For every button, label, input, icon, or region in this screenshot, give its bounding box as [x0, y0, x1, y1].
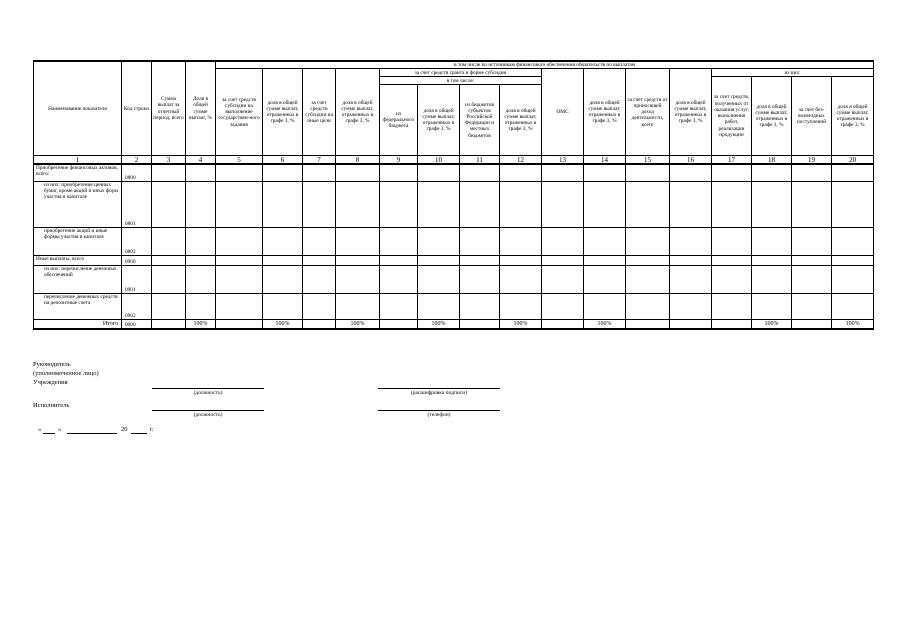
header-line-code: Код строки — [122, 61, 152, 156]
data-cell — [584, 164, 626, 181]
column-number: 20 — [832, 156, 874, 165]
data-cell — [712, 227, 752, 255]
column-number: 15 — [626, 156, 670, 165]
row-code: 0801 — [122, 181, 152, 227]
year-prefix: 20 — [121, 426, 128, 433]
row-label: Иные выплаты, всего — [34, 255, 122, 265]
data-cell — [418, 265, 460, 293]
header-col14: доля в общей сумме выплат, отраженных в графе 3, % — [584, 69, 626, 156]
total-share-10: 100% — [418, 319, 460, 329]
data-cell — [303, 181, 336, 227]
data-cell — [832, 164, 874, 181]
data-cell — [186, 255, 216, 265]
data-cell — [500, 265, 542, 293]
data-cell — [832, 227, 874, 255]
data-cell — [542, 319, 584, 329]
row-label: Приобретение финансовых активов, всего: — [34, 164, 122, 181]
data-cell — [542, 255, 584, 265]
data-cell — [712, 255, 752, 265]
header-col5: за счет средств субсидии на выполнение государствен-ного задания — [216, 69, 263, 156]
row-code: 0900 — [122, 255, 152, 265]
data-cell — [216, 164, 263, 181]
data-cell — [263, 255, 303, 265]
total-share-20: 100% — [832, 319, 874, 329]
data-cell — [832, 265, 874, 293]
header-col10: доля в общей сумме выплат, отраженных в графе 3, % — [418, 85, 460, 156]
data-cell — [460, 164, 500, 181]
data-cell — [380, 265, 418, 293]
header-col19: за счет без-возмездных поступлений — [792, 77, 832, 156]
data-cell — [152, 181, 186, 227]
date-month-line[interactable] — [67, 433, 117, 434]
data-cell — [712, 181, 752, 227]
data-cell — [584, 255, 626, 265]
data-cell — [380, 227, 418, 255]
data-cell — [626, 293, 670, 319]
data-cell — [336, 164, 380, 181]
column-number: 2 — [122, 156, 152, 165]
date-quote-open: « — [38, 426, 42, 433]
data-cell — [152, 227, 186, 255]
data-cell — [626, 265, 670, 293]
data-cell — [500, 227, 542, 255]
header-col20: доля в общей сумме выплат, отраженных в графе 3, % — [832, 77, 874, 156]
table-row — [34, 164, 874, 181]
header-col11: из бюджетов субъектов Российской Федерации и местных бюджетов — [460, 85, 500, 156]
total-row — [34, 319, 874, 329]
data-cell — [584, 293, 626, 319]
data-cell — [380, 255, 418, 265]
data-cell — [792, 265, 832, 293]
data-cell — [792, 255, 832, 265]
data-cell — [832, 255, 874, 265]
table-row — [34, 293, 874, 319]
data-cell — [752, 227, 792, 255]
column-number: 18 — [752, 156, 792, 165]
total-label: Итого — [34, 319, 122, 329]
row-label: из них: перечисление денежных обеспечений — [34, 265, 122, 293]
data-cell — [460, 255, 500, 265]
data-cell — [626, 227, 670, 255]
column-number: 3 — [152, 156, 186, 165]
signature-caption: (расшифровка подписи) — [410, 390, 468, 396]
row-label: перечисление денежных средств на депозитные счета — [34, 293, 122, 319]
executor-position-line[interactable] — [152, 410, 264, 411]
column-number: 5 — [216, 156, 263, 165]
data-cell — [670, 181, 712, 227]
date-day-line[interactable] — [43, 433, 55, 434]
data-cell — [186, 227, 216, 255]
data-cell — [832, 181, 874, 227]
data-cell — [303, 293, 336, 319]
header-sum-total: Сумма выплат за отчетный период, всего — [152, 61, 186, 156]
data-cell — [542, 227, 584, 255]
header-col15: за счет средств от приносящей доход деятельности, всего — [626, 69, 670, 156]
data-cell — [418, 164, 460, 181]
total-share-12: 100% — [500, 319, 542, 329]
data-cell — [380, 319, 418, 329]
header-share-total: Доля в общей сумме выплат, % — [186, 61, 216, 156]
data-cell — [216, 227, 263, 255]
data-cell — [542, 164, 584, 181]
data-cell — [336, 255, 380, 265]
header-col17: за счет средств, полученных от оказания услуг, выполнения работ, реализации продукции — [712, 77, 752, 156]
column-number: 6 — [263, 156, 303, 165]
column-number: 14 — [584, 156, 626, 165]
column-number: 1 — [34, 156, 122, 165]
data-cell — [712, 319, 752, 329]
data-cell — [670, 227, 712, 255]
position-caption: (должность) — [193, 390, 223, 396]
data-cell — [418, 181, 460, 227]
data-cell — [152, 164, 186, 181]
total-code: 0000 — [122, 319, 152, 329]
header-col7: за счет средств субсидии на иные цели — [303, 69, 336, 156]
position-line[interactable] — [152, 388, 264, 389]
data-cell — [792, 181, 832, 227]
data-cell — [336, 227, 380, 255]
executor-position-caption: (должность) — [193, 412, 223, 418]
column-number: 4 — [186, 156, 216, 165]
phone-caption: (телефон) — [427, 412, 451, 418]
column-number: 8 — [336, 156, 380, 165]
data-cell — [670, 293, 712, 319]
data-cell — [752, 265, 792, 293]
data-cell — [670, 265, 712, 293]
header-group-ofthem: из них: — [712, 69, 874, 77]
header-indicator: Наименование показателя — [34, 61, 122, 156]
data-cell — [670, 319, 712, 329]
data-cell — [336, 181, 380, 227]
data-cell — [626, 164, 670, 181]
data-cell — [792, 227, 832, 255]
data-cell — [216, 255, 263, 265]
table-row — [34, 265, 874, 293]
total-share-18: 100% — [752, 319, 792, 329]
data-cell — [303, 164, 336, 181]
data-cell — [418, 227, 460, 255]
row-code: 0901 — [122, 265, 152, 293]
row-label: приобретение акций и иные формы участия в капитале — [34, 227, 122, 255]
data-cell — [542, 181, 584, 227]
org-label: Учреждения — [33, 379, 68, 386]
column-number: 10 — [418, 156, 460, 165]
data-cell — [500, 255, 542, 265]
data-cell — [303, 227, 336, 255]
row-code: 0902 — [122, 293, 152, 319]
data-cell — [460, 293, 500, 319]
data-cell — [186, 164, 216, 181]
data-cell — [500, 181, 542, 227]
data-cell — [500, 164, 542, 181]
data-cell — [336, 293, 380, 319]
header-group-main: в том числе по источникам финансового обеспечения обязательств по выплатам — [216, 61, 874, 69]
total-share-6: 100% — [263, 319, 303, 329]
table-row — [34, 227, 874, 255]
data-cell — [216, 181, 263, 227]
data-cell — [712, 293, 752, 319]
data-cell — [303, 265, 336, 293]
total-share-14: 100% — [584, 319, 626, 329]
column-number: 9 — [380, 156, 418, 165]
row-code: 0802 — [122, 227, 152, 255]
data-cell — [336, 265, 380, 293]
signature-line[interactable] — [378, 388, 500, 389]
data-cell — [263, 265, 303, 293]
data-cell — [186, 181, 216, 227]
data-cell — [752, 164, 792, 181]
column-number: 17 — [712, 156, 752, 165]
header-col16: доля в общей сумме выплат, отраженных в графе 3, % — [670, 69, 712, 156]
report-table — [33, 60, 874, 330]
data-cell — [303, 319, 336, 329]
data-cell — [263, 164, 303, 181]
data-cell — [263, 181, 303, 227]
data-cell — [216, 265, 263, 293]
header-col9: из федерального бюджета — [380, 85, 418, 156]
column-number: 12 — [500, 156, 542, 165]
header-col6: доля в общей сумме выплат, отраженных в графе 3, % — [263, 69, 303, 156]
data-cell — [542, 265, 584, 293]
header-col12: доля в общей сумме выплат, отраженных в графе 3, % — [500, 85, 542, 156]
header-col13: ОМС — [542, 69, 584, 156]
data-cell — [186, 293, 216, 319]
data-cell — [626, 255, 670, 265]
executor-label: Исполнитель — [33, 402, 70, 409]
data-cell — [752, 181, 792, 227]
data-cell — [216, 319, 263, 329]
row-code: 0800 — [122, 164, 152, 181]
head-label: Руководитель — [33, 361, 71, 368]
data-cell — [380, 181, 418, 227]
data-cell — [792, 293, 832, 319]
data-cell — [752, 293, 792, 319]
data-cell — [712, 164, 752, 181]
phone-line[interactable] — [378, 410, 500, 411]
table-row — [34, 181, 874, 227]
date-quote-close: » — [58, 426, 62, 433]
data-cell — [670, 255, 712, 265]
data-cell — [752, 255, 792, 265]
year-suffix: г. — [150, 426, 154, 433]
total-share-8: 100% — [336, 319, 380, 329]
data-cell — [792, 164, 832, 181]
data-cell — [460, 319, 500, 329]
header-group-grant: за счет средств гранта в форме субсидии — [380, 69, 542, 77]
head-sub-label: (уполномоченное лицо) — [33, 370, 99, 377]
column-number: 16 — [670, 156, 712, 165]
data-cell — [152, 319, 186, 329]
data-cell — [584, 227, 626, 255]
data-cell — [418, 293, 460, 319]
data-cell — [152, 265, 186, 293]
data-cell — [626, 319, 670, 329]
data-cell — [152, 255, 186, 265]
data-cell — [303, 255, 336, 265]
data-cell — [670, 164, 712, 181]
data-cell — [216, 293, 263, 319]
data-cell — [380, 164, 418, 181]
data-cell — [500, 293, 542, 319]
data-cell — [460, 227, 500, 255]
data-cell — [418, 255, 460, 265]
table-row — [34, 255, 874, 265]
column-number: 13 — [542, 156, 584, 165]
data-cell — [832, 293, 874, 319]
data-cell — [584, 181, 626, 227]
data-cell — [712, 265, 752, 293]
date-year-line[interactable] — [131, 433, 147, 434]
data-cell — [584, 265, 626, 293]
data-cell — [460, 265, 500, 293]
column-number: 19 — [792, 156, 832, 165]
header-col18: доля в общей сумме выплат, отраженных в графе 3, % — [752, 77, 792, 156]
header-group-incl: в том числе: — [380, 77, 542, 85]
header-col8: доля в общей сумме выплат, отраженных в графе 3, % — [336, 69, 380, 156]
data-cell — [186, 265, 216, 293]
data-cell — [263, 293, 303, 319]
data-cell — [792, 319, 832, 329]
row-label: из них: приобретение ценных бумаг, кроме акций и иных форм участия в капитале — [34, 181, 122, 227]
column-number: 7 — [303, 156, 336, 165]
data-cell — [263, 227, 303, 255]
data-cell — [542, 293, 584, 319]
data-cell — [460, 181, 500, 227]
data-cell — [626, 181, 670, 227]
data-cell — [380, 293, 418, 319]
column-number: 11 — [460, 156, 500, 165]
total-share-4: 100% — [186, 319, 216, 329]
data-cell — [152, 293, 186, 319]
